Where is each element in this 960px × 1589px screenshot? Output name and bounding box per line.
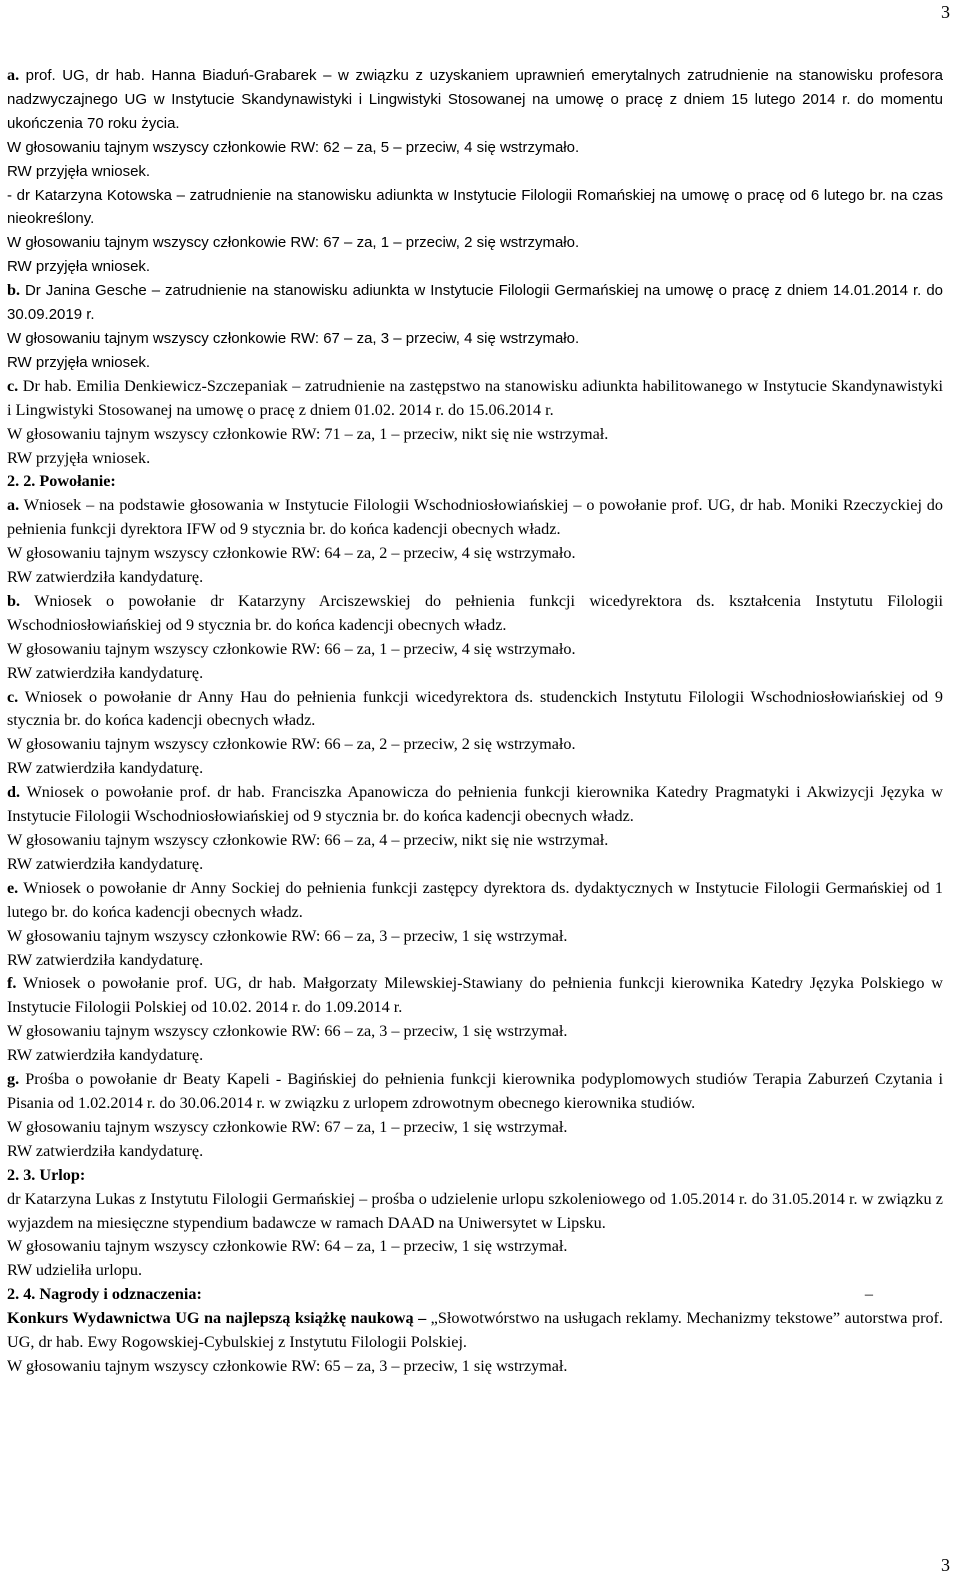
vote-line: W głosowaniu tajnym wszyscy członkowie RW: 66 – za, 4 – przeciw, nikt się nie wstrzymał. (7, 831, 609, 849)
item-label: a. (7, 66, 20, 84)
item-label: b. (7, 281, 21, 300)
vote-line: W głosowaniu tajnym wszyscy członkowie RW: 67 – za, 1 – przeciw, 2 się wstrzymało. (7, 234, 580, 252)
vote-line: W głosowaniu tajnym wszyscy członkowie RW: 66 – za, 3 – przeciw, 1 się wstrzymał. (7, 1022, 568, 1041)
vote-line: W głosowaniu tajnym wszyscy członkowie RW: 66 – za, 3 – przeciw, 1 się wstrzymał. (7, 926, 568, 945)
document-body (7, 64, 943, 1379)
vote-line: W głosowaniu tajnym wszyscy członkowie RW: 71 – za, 1 – przeciw, nikt się nie wstrzymał. (7, 424, 609, 443)
result-line: RW przyjęła wniosek. (7, 448, 151, 467)
result-line: RW zatwierdziła kandydaturę. (7, 568, 204, 587)
item-22g (7, 1068, 943, 1116)
item-22f (7, 972, 943, 1020)
heading-dash: – (864, 1285, 873, 1304)
item-text: Dr Janina Gesche – zatrudnienie na stanowisku adiunkta w Instytucie Filologii Germańskiej na umowę o pracę z dniem 14.01.2014 r. do 30.09.2019 r. (7, 282, 944, 324)
vote-line: W głosowaniu tajnym wszyscy członkowie RW: 66 – za, 2 – przeciw, 2 się wstrzymało. (7, 735, 576, 754)
item-b (7, 279, 943, 327)
page-number-top: 3 (941, 2, 950, 22)
result-line: RW udzieliła urlopu. (7, 1261, 143, 1280)
result-line: RW przyjęła wniosek. (7, 162, 151, 180)
item-label: g. (7, 1070, 20, 1089)
item-label: b. (7, 591, 21, 610)
vote-line: W głosowaniu tajnym wszyscy członkowie RW: 64 – za, 2 – przeciw, 4 się wstrzymało. (7, 544, 576, 563)
item-c (7, 375, 943, 423)
vote-line: W głosowaniu tajnym wszyscy członkowie RW: 65 – za, 3 – przeciw, 1 się wstrzymał. (7, 1356, 568, 1375)
result-line: RW przyjęła wniosek. (7, 353, 151, 371)
result-line: RW zatwierdziła kandydaturę. (7, 1046, 204, 1065)
result-line: RW zatwierdziła kandydaturę. (7, 759, 204, 778)
result-line: RW zatwierdziła kandydaturę. (7, 1141, 204, 1160)
award-description: „Słowotwórstwo na usługach reklamy. Mechanizmy tekstowe” autorstwa prof. UG, dr hab. Ewy Rogowskiej-Cybulskiej z Instytutu Filologii Polskiej. (7, 1309, 943, 1352)
item-label: d. (7, 783, 21, 802)
vote-line: W głosowaniu tajnym wszyscy członkowie RW: 64 – za, 1 – przeciw, 1 się wstrzymał. (7, 1237, 568, 1256)
item-text: Wniosek o powołanie dr Anny Hau do pełnienia funkcji wicedyrektora ds. studenckich Instytutu Filologii Wschodniosłowiańskiej od 9 stycznia br. do końca kadencji obecnych władz. (7, 687, 943, 730)
award-title: Konkurs Wydawnictwa UG na najlepszą książkę naukową – (7, 1309, 427, 1328)
item-22d (7, 781, 943, 829)
item-label: e. (7, 878, 19, 897)
result-line: RW zatwierdziła kandydaturę. (7, 854, 204, 873)
award-text (7, 1307, 943, 1355)
vote-line: W głosowaniu tajnym wszyscy członkowie RW: 62 – za, 5 – przeciw, 4 się wstrzymało. (7, 138, 580, 156)
item-label: f. (7, 974, 17, 993)
vote-line: W głosowaniu tajnym wszyscy członkowie RW: 66 – za, 1 – przeciw, 4 się wstrzymało. (7, 639, 576, 658)
item-22e (7, 877, 943, 925)
section-heading: 2. 4. Nagrody i odznaczenia: (7, 1285, 202, 1304)
item-text: prof. UG, dr hab. Hanna Biaduń-Grabarek – w związku z uzyskaniem uprawnień emerytalnych zatrudnienie na stanowisku profesora nadzwyczajnego UG w Instytucie Skandynawistyki i Lingwistyki Stosowanej na umowę o pracę z dniem 15 lutego 2014 r. do momentu ukończenia 70 roku życia. (7, 67, 943, 132)
item-a (7, 64, 943, 136)
item-label: c. (7, 687, 19, 706)
vote-line: W głosowaniu tajnym wszyscy członkowie RW: 67 – za, 3 – przeciw, 4 się wstrzymało. (7, 329, 580, 347)
item-22c (7, 686, 943, 734)
item-22b (7, 590, 943, 638)
item-text: Wniosek – na podstawie głosowania w Instytucie Filologii Wschodniosłowiańskiej – o powołanie prof. UG, dr hab. Moniki Rzeczyckiej do pełnienia funkcji dyrektora IFW od 9 stycznia br. do końca kadencji obecnych władz. (7, 496, 943, 539)
section-heading: 2. 2. Powołanie: (7, 472, 116, 491)
item-22a (7, 494, 943, 542)
item-text: Dr hab. Emilia Denkiewicz-Szczepaniak – zatrudnienie na zastępstwo na stanowisku adiunkta habilitowanego w Instytucie Skandynawistyki i Lingwistyki Stosowanej na umowę o pracę z dniem 01.02. 2014 r. do 15.06.2014 r. (7, 376, 943, 419)
item-text: - dr Katarzyna Kotowska – zatrudnienie na stanowisku adiunkta w Instytucie Filologii Romańskiej na umowę o pracę od 6 lutego br. na czas nieokreślony. (7, 186, 943, 228)
section-heading-row (7, 1283, 943, 1307)
item-text: Wniosek o powołanie dr Katarzyny Arciszewskiej do pełnienia funkcji wicedyrektora ds. kształcenia Instytutu Filologii Wschodniosłowiańskiej od 9 stycznia br. do końca kadencji obecnych władz. (7, 591, 943, 634)
item-label: c. (7, 376, 19, 395)
result-line: RW zatwierdziła kandydaturę. (7, 950, 204, 969)
item-text: Wniosek o powołanie prof. dr hab. Franciszka Apanowicza do pełnienia funkcji kierownika Katedry Pragmatyki i Akwizycji Języka w Instytucie Filologii Wschodniosłowiańskiej od 9 stycznia br. do końca kadencji obecnych władz. (7, 783, 943, 826)
section-heading: 2. 3. Urlop: (7, 1165, 86, 1184)
item-text: Wniosek o powołanie prof. UG, dr hab. Małgorzaty Milewskiej-Stawiany do pełnienia funkcji kierownika Katedry Języka Polskiego w Instytucie Filologii Polskiej od 10.02. 2014 r. do 1.09.2014 r. (7, 974, 943, 1017)
item-text: Wniosek o powołanie dr Anny Sockiej do pełnienia funkcji zastępcy dyrektora ds. dydaktycznych w Instytucie Filologii Germańskiej od 1 lutego br. do końca kadencji obecnych władz. (7, 878, 943, 921)
item-label: a. (7, 496, 20, 515)
leave-request-text: dr Katarzyna Lukas z Instytutu Filologii Germańskiej – prośba o udzielenie urlopu szkoleniowego od 1.05.2014 r. do 31.05.2014 r. w związku z wyjazdem na miesięczne stypendium badawcze w ramach DAAD na Uniwersytet w Lipsku. (7, 1189, 943, 1232)
result-line: RW przyjęła wniosek. (7, 258, 151, 276)
page-number-bottom: 3 (941, 1555, 950, 1575)
vote-line: W głosowaniu tajnym wszyscy członkowie RW: 67 – za, 1 – przeciw, 1 się wstrzymał. (7, 1117, 568, 1136)
result-line: RW zatwierdziła kandydaturę. (7, 663, 204, 682)
item-text: Prośba o powołanie dr Beaty Kapeli - Bagińskiej do pełnienia funkcji kierownika podyplomowych studiów Terapia Zaburzeń Czytania i Pisania od 1.02.2014 r. do 30.06.2014 r. w związku z urlopem zdrowotnym obecnego kierownika studiów. (7, 1070, 944, 1112)
